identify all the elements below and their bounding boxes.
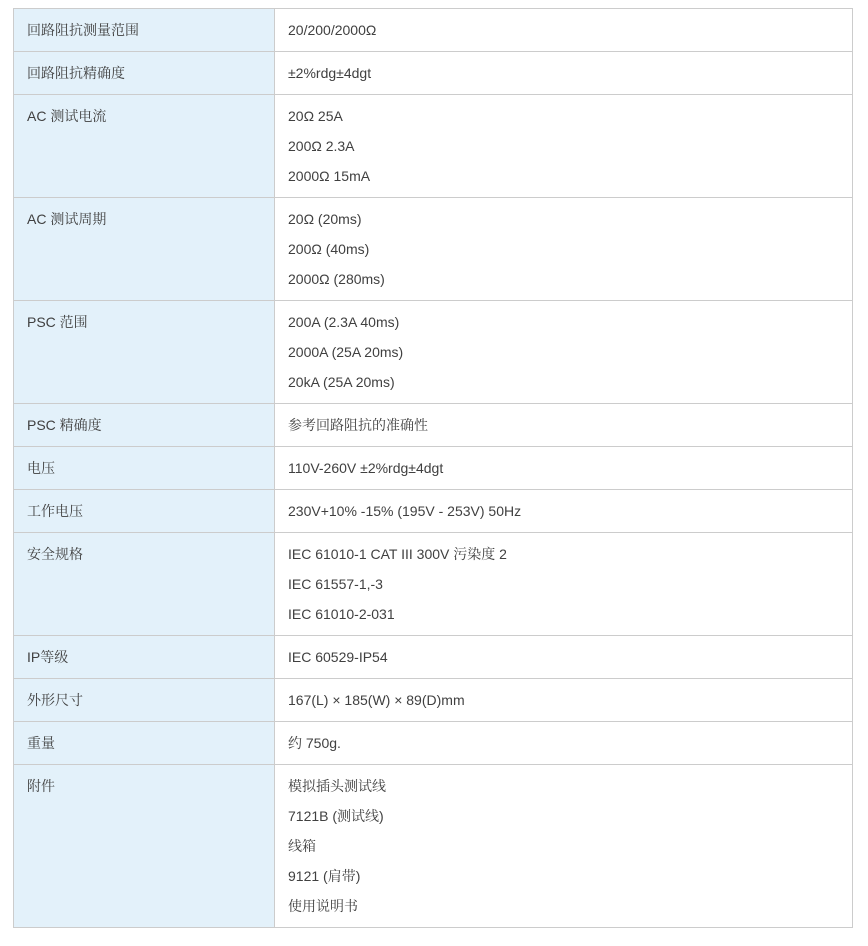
spec-label-cell: AC 测试电流: [14, 95, 275, 198]
spec-value-cell: [275, 301, 853, 404]
spec-label-cell: PSC 范围: [14, 301, 275, 404]
spec-value-cell: [275, 447, 853, 490]
spec-row: [14, 679, 853, 722]
spec-value-line: 20/200/2000Ω: [288, 22, 377, 38]
spec-value-cell: [275, 765, 853, 928]
spec-row: [14, 9, 853, 52]
spec-row: [14, 490, 853, 533]
spec-row: [14, 533, 853, 636]
spec-value-line: IEC 61010-2-031: [288, 606, 395, 622]
spec-value-line: ±2%rdg±4dgt: [288, 65, 372, 81]
spec-label-cell: 附件: [14, 765, 275, 928]
spec-row: [14, 95, 853, 198]
spec-value-line: 110V-260V ±2%rdg±4dgt: [288, 460, 444, 476]
spec-row: [14, 198, 853, 301]
spec-value-cell: [275, 679, 853, 722]
spec-value-cell: [275, 95, 853, 198]
page: [0, 8, 868, 946]
spec-value-cell: [275, 636, 853, 679]
spec-label-cell: 外形尺寸: [14, 679, 275, 722]
spec-value-cell: [275, 722, 853, 765]
spec-value-cell: [275, 198, 853, 301]
spec-table: [13, 8, 853, 928]
spec-value-line: 200A (2.3A 40ms): [288, 314, 400, 330]
spec-value-line: 200Ω 2.3A: [288, 138, 355, 154]
spec-value-line: 200Ω (40ms): [288, 241, 370, 257]
spec-value-line: 模拟插头测试线: [288, 778, 386, 794]
spec-value-cell: [275, 490, 853, 533]
spec-label-cell: PSC 精确度: [14, 404, 275, 447]
spec-value-line: 20kA (25A 20ms): [288, 374, 395, 390]
spec-value-line: 7121B (测试线): [288, 808, 384, 824]
spec-row: [14, 52, 853, 95]
spec-value-line: 2000Ω 15mA: [288, 168, 371, 184]
spec-row: [14, 301, 853, 404]
spec-value-cell: [275, 52, 853, 95]
spec-value-line: 9121 (肩带): [288, 868, 361, 884]
spec-table-body: [14, 9, 853, 928]
spec-value-line: 2000A (25A 20ms): [288, 344, 404, 360]
spec-value-line: IEC 61010-1 CAT III 300V 污染度 2: [288, 546, 507, 562]
spec-label-cell: 重量: [14, 722, 275, 765]
spec-row: [14, 404, 853, 447]
spec-label-cell: 工作电压: [14, 490, 275, 533]
spec-value-line: IEC 60529-IP54: [288, 649, 388, 665]
spec-value-cell: [275, 404, 853, 447]
spec-label-cell: 电压: [14, 447, 275, 490]
spec-label-cell: 回路阻抗测量范围: [14, 9, 275, 52]
spec-value-line: 230V+10% -15% (195V - 253V) 50Hz: [288, 503, 522, 519]
spec-label-cell: IP等级: [14, 636, 275, 679]
spec-label-cell: AC 测试周期: [14, 198, 275, 301]
spec-value-line: 使用说明书: [288, 898, 358, 914]
spec-value-cell: [275, 9, 853, 52]
spec-value-line: 约 750g.: [288, 735, 341, 751]
spec-row: [14, 636, 853, 679]
spec-value-line: 2000Ω (280ms): [288, 271, 385, 287]
spec-label-cell: 安全规格: [14, 533, 275, 636]
spec-value-line: IEC 61557-1,-3: [288, 576, 383, 592]
spec-row: [14, 765, 853, 928]
spec-value-line: 167(L) × 185(W) × 89(D)mm: [288, 692, 465, 708]
spec-value-line: 20Ω 25A: [288, 108, 343, 124]
spec-row: [14, 722, 853, 765]
spec-value-line: 参考回路阻抗的准确性: [288, 417, 428, 433]
spec-value-cell: [275, 533, 853, 636]
spec-row: [14, 447, 853, 490]
spec-value-line: 20Ω (20ms): [288, 211, 362, 227]
spec-label-cell: 回路阻抗精确度: [14, 52, 275, 95]
spec-value-line: 线箱: [288, 838, 316, 854]
